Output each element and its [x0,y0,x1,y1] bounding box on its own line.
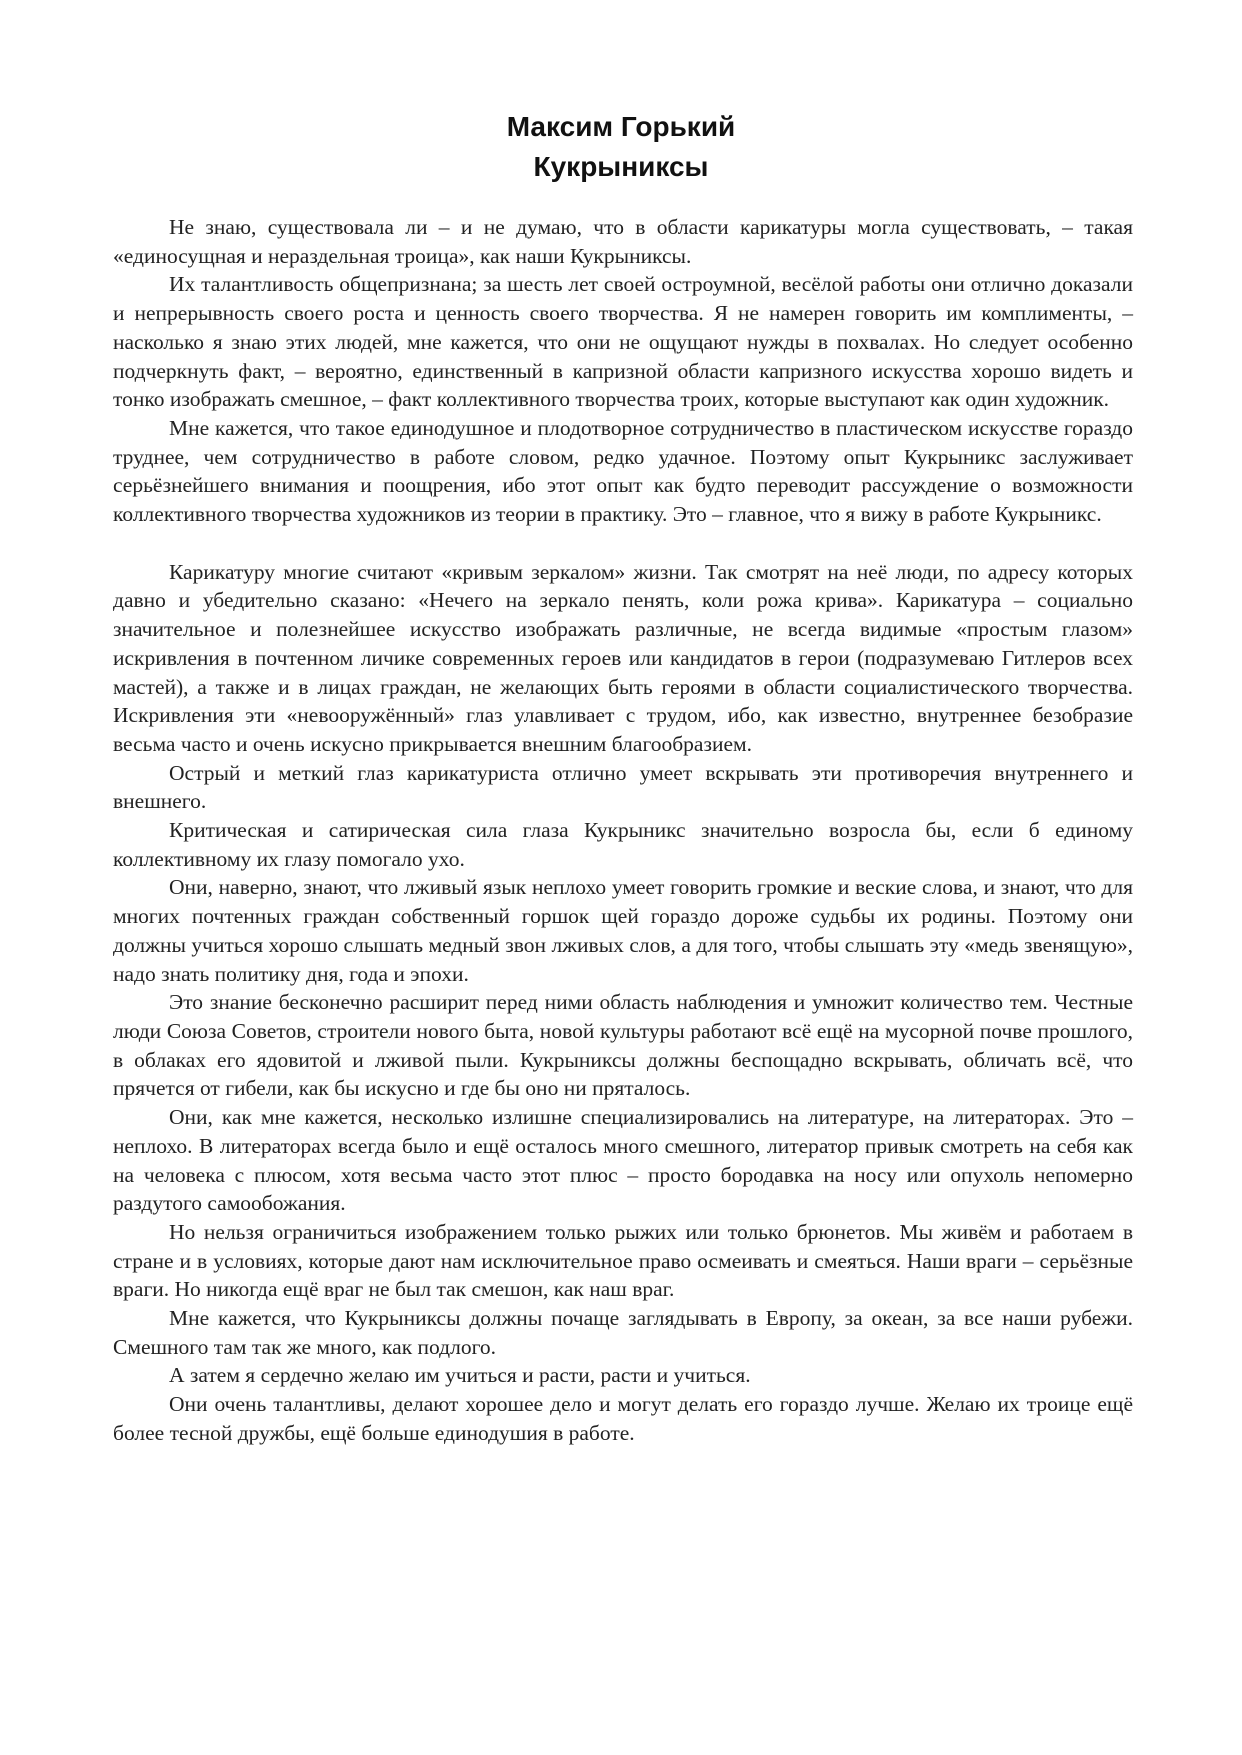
paragraph: Это знание бесконечно расширит перед ними область наблюдения и умножит количество тем. Честные люди Союза Советов, строители нового быта, новой культуры работают всё ещё на мусорной почве прошлого, в облаках его ядовитой и лживой пыли. Кукрыниксы должны беспощадно вскрывать, обличать всё, что прячется от гибели, как бы искусно и где бы оно ни пряталось. [113,990,1133,1101]
body-text [113,213,1133,1448]
section-gap [113,529,1133,558]
paragraph: Но нельзя ограничиться изображением только рыжих или только брюнетов. Мы живём и работаем в стране и в условиях, которые дают нам исключительное право осмеивать и смеяться. Наши враги – серьёзные враги. Но никогда ещё враг не был так смешон, как наш враг. [113,1219,1133,1302]
paragraph: Не знаю, существовала ли – и не думаю, что в области карикатуры могла существовать, – такая «единосущная и нераздельная троица», как наши Кукрыниксы. [113,215,1133,268]
author-name: Максим Горький [506,111,736,142]
paragraph: Они очень талантливы, делают хорошее дело и могут делать его гораздо лучше. Желаю их троице ещё более тесной дружбы, ещё больше единодушия в работе. [113,1392,1133,1445]
paragraph: Их талантливость общепризнана; за шесть лет своей остроумной, весёлой работы они отлично доказали и непрерывность своего роста и ценность своего творчества. Я не намерен говорить им комплименты, – насколько я знаю этих людей, мне кажется, что они не ощущают нужды в похвалах. Но следует особенно подчеркнуть факт, – вероятно, единственный в капризной области капризного искусства хорошо видеть и тонко изображать смешное, – факт коллективного творчества троих, которые выступают как один художник. [113,272,1133,412]
paragraph: Мне кажется, что Кукрыниксы должны почаще заглядывать в Европу, за океан, за все наши рубежи. Смешного там так же много, как подлого. [113,1306,1133,1359]
paragraph: Они, как мне кажется, несколько излишне специализировались на литературе, на литераторах. Это – неплохо. В литераторах всегда было и ещё осталось много смешного, литератор привык смотреть на себя как на человека с плюсом, хотя весьма часто этот плюс – просто бородавка на носу или опухоль непомерно раздутого самообожания. [113,1105,1133,1216]
document-title: Кукрыниксы [533,151,709,182]
paragraph: Острый и меткий глаз карикатуриста отлично умеет вскрывать эти противоречия внутреннего и внешнего. [113,760,1133,814]
paragraph: Критическая и сатирическая сила глаза Кукрыникс значительно возросла бы, если б единому коллективному их глазу помогало ухо. [113,818,1133,871]
paragraph: А затем я сердечно желаю им учиться и расти, расти и учиться. [169,1363,751,1388]
title-block [0,107,1242,187]
paragraph: Мне кажется, что такое единодушное и плодотворное сотрудничество в пластическом искусстве гораздо труднее, чем сотрудничество в работе словом, редко удачное. Поэтому опыт Кукрыникс заслуживает серьёзнейшего внимания и поощрения, ибо этот опыт как будто переводит рассуждение о возможности коллективного творчества художников из теории в практику. Это – главное, что я вижу в работе Кукрыникс. [113,415,1133,527]
paragraph: Они, наверно, знают, что лживый язык неплохо умеет говорить громкие и веские слова, и знают, что для многих почтенных граждан собственный горшок щей гораздо дороже судьбы их родины. Поэтому они должны учиться хорошо слышать медный звон лживых слов, а для того, чтобы слышать эту «медь звенящую», надо знать политику дня, года и эпохи. [113,875,1133,986]
paragraph: Карикатуру многие считают «кривым зеркалом» жизни. Так смотрят на неё люди, по адресу которых давно и убедительно сказано: «Нечего на зеркало пенять, коли рожа крива». Карикатура – социально значительное и полезнейшее искусство изображать различные, не всегда видимые «простым глазом» искривления в почтенном личике современных героев или кандидатов в герои (подразумеваю Гитлеров всех мастей), а также и в лицах граждан, не желающих быть героями в области социалистического творчества. Искривления эти «невооружённый» глаз улавливает с трудом, ибо, как известно, внутреннее безобразие весьма часто и очень искусно прикрывается внешним благообразием. [113,559,1133,756]
